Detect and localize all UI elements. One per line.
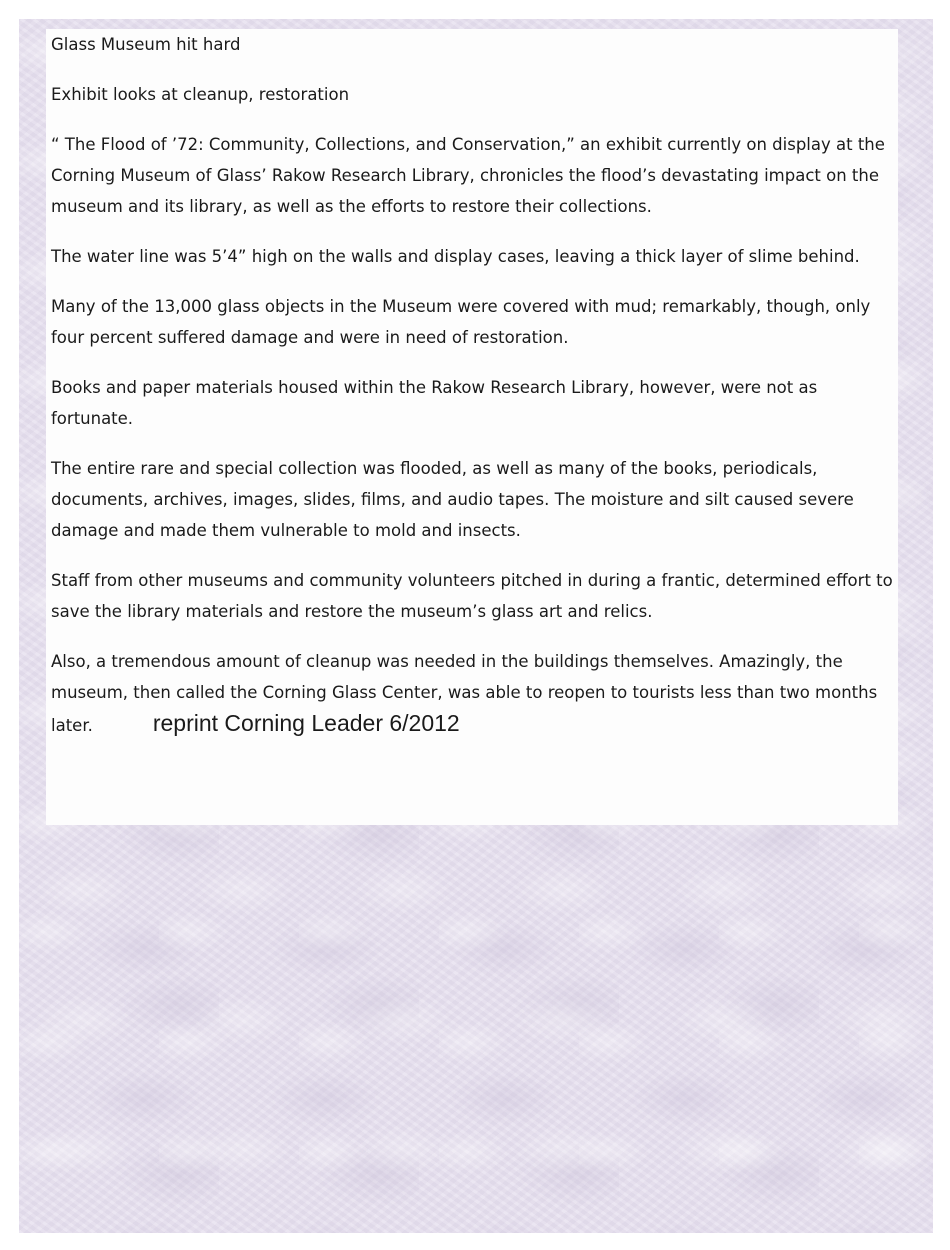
article-headline: Glass Museum hit hard [51, 35, 241, 54]
reprint-credit: reprint Corning Leader 6/2012 [152, 710, 460, 736]
article-paragraph-7 [51, 646, 899, 741]
article-subhead: Exhibit looks at cleanup, restoration [51, 85, 350, 104]
article-paragraph-2: The water line was 5’4” high on the walls and display cases, leaving a thick layer of slime behind. [51, 247, 860, 266]
article-paragraph-7-text: Also, a tremendous amount of cleanup was needed in the buildings themselves. Amazingly, the museum, then called the Corning Glass Center, was able to reopen to tourists less than two months later. [51, 652, 878, 735]
article-paragraph-4: Books and paper materials housed within the Rakow Research Library, however, were not as fortunate. [51, 378, 818, 428]
article [51, 29, 899, 760]
article-paragraph-6: Staff from other museums and community volunteers pitched in during a frantic, determined effort to save the library materials and restore the museum’s glass art and relics. [51, 571, 893, 621]
article-paragraph-3: Many of the 13,000 glass objects in the Museum were covered with mud; remarkably, though, only four percent suffered damage and were in need of restoration. [51, 297, 871, 347]
article-paragraph-1: “ The Flood of ’72: Community, Collections, and Conservation,” an exhibit currently on display at the Corning Museum of Glass’ Rakow Research Library, chronicles the flood’s devastating impact on the museum and its library, as well as the efforts to restore their collections. [51, 135, 885, 216]
article-paragraph-5: The entire rare and special collection was flooded, as well as many of the books, periodicals, documents, archives, images, slides, films, and audio tapes. The moisture and silt caused severe damage and made them vulnerable to mold and insects. [51, 459, 854, 540]
